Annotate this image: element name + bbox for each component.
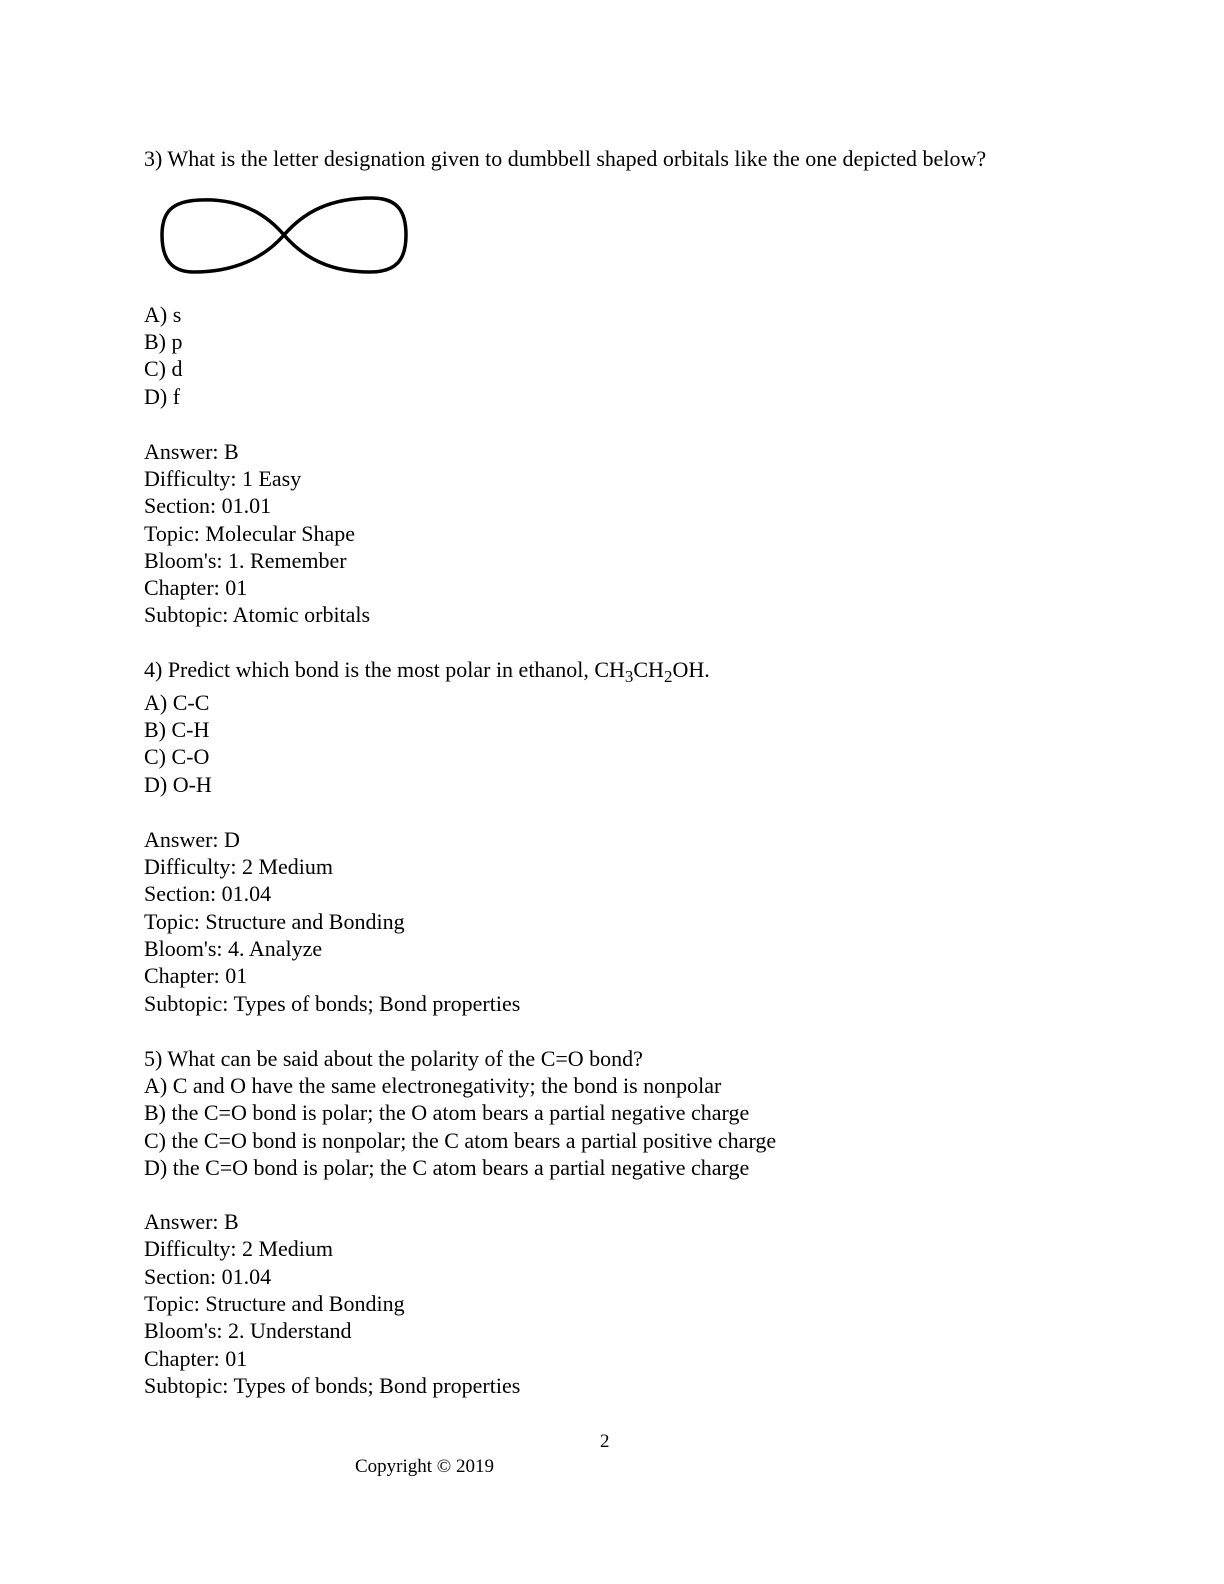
q3-option-d: D) f <box>144 384 181 409</box>
q5-option-a: A) C and O have the same electronegativity; the bond is nonpolar <box>144 1073 722 1098</box>
q4-stem-suffix: OH. <box>672 657 710 682</box>
q5-option-d: D) the C=O bond is polar; the C atom bears a partial negative charge <box>144 1155 750 1180</box>
q5-answer: Answer: B <box>144 1209 239 1234</box>
q5-difficulty: Difficulty: 2 Medium <box>144 1236 334 1261</box>
q5-subtopic: Subtopic: Types of bonds; Bond properties <box>144 1373 521 1398</box>
q3-chapter: Chapter: 01 <box>144 575 248 600</box>
q3-blooms: Bloom's: 1. Remember <box>144 548 347 573</box>
q3-section: Section: 01.01 <box>144 493 272 518</box>
q4-option-c: C) C-O <box>144 744 210 769</box>
q4-stem-sub1: 3 <box>624 667 634 686</box>
p-orbital-dumbbell-icon <box>158 192 410 278</box>
q4-stem <box>144 656 710 684</box>
q4-stem-mid: CH <box>633 657 664 682</box>
q3-option-a: A) s <box>144 302 182 327</box>
page-number: 2 <box>600 1431 610 1452</box>
q5-option-c: C) the C=O bond is nonpolar; the C atom bears a partial positive charge <box>144 1128 777 1153</box>
q3-option-b: B) p <box>144 329 183 354</box>
q5-stem: 5) What can be said about the polarity of the C=O bond? <box>144 1046 643 1071</box>
q5-topic: Topic: Structure and Bonding <box>144 1291 405 1316</box>
q4-section: Section: 01.04 <box>144 881 272 906</box>
q4-chapter: Chapter: 01 <box>144 963 248 988</box>
q4-stem-prefix: 4) Predict which bond is the most polar in ethanol, CH <box>144 657 625 682</box>
q4-difficulty: Difficulty: 2 Medium <box>144 854 334 879</box>
q5-blooms: Bloom's: 2. Understand <box>144 1318 352 1343</box>
q4-answer: Answer: D <box>144 827 240 852</box>
q4-blooms: Bloom's: 4. Analyze <box>144 936 323 961</box>
q5-section: Section: 01.04 <box>144 1264 272 1289</box>
q3-difficulty: Difficulty: 1 Easy <box>144 466 302 491</box>
q3-stem: 3) What is the letter designation given to dumbbell shaped orbitals like the one depicted below? <box>144 146 987 171</box>
q3-topic: Topic: Molecular Shape <box>144 521 356 546</box>
q3-answer: Answer: B <box>144 439 239 464</box>
q4-option-d: D) O-H <box>144 772 212 797</box>
q4-option-b: B) C-H <box>144 717 210 742</box>
q5-option-b: B) the C=O bond is polar; the O atom bears a partial negative charge <box>144 1100 750 1125</box>
q4-subtopic: Subtopic: Types of bonds; Bond properties <box>144 991 521 1016</box>
q4-stem-sub2: 2 <box>663 667 673 686</box>
q5-chapter: Chapter: 01 <box>144 1346 248 1371</box>
q4-option-a: A) C-C <box>144 690 210 715</box>
q4-topic: Topic: Structure and Bonding <box>144 909 405 934</box>
copyright-notice: Copyright © 2019 <box>355 1456 494 1477</box>
q3-subtopic: Subtopic: Atomic orbitals <box>144 602 371 627</box>
q3-option-c: C) d <box>144 356 183 381</box>
